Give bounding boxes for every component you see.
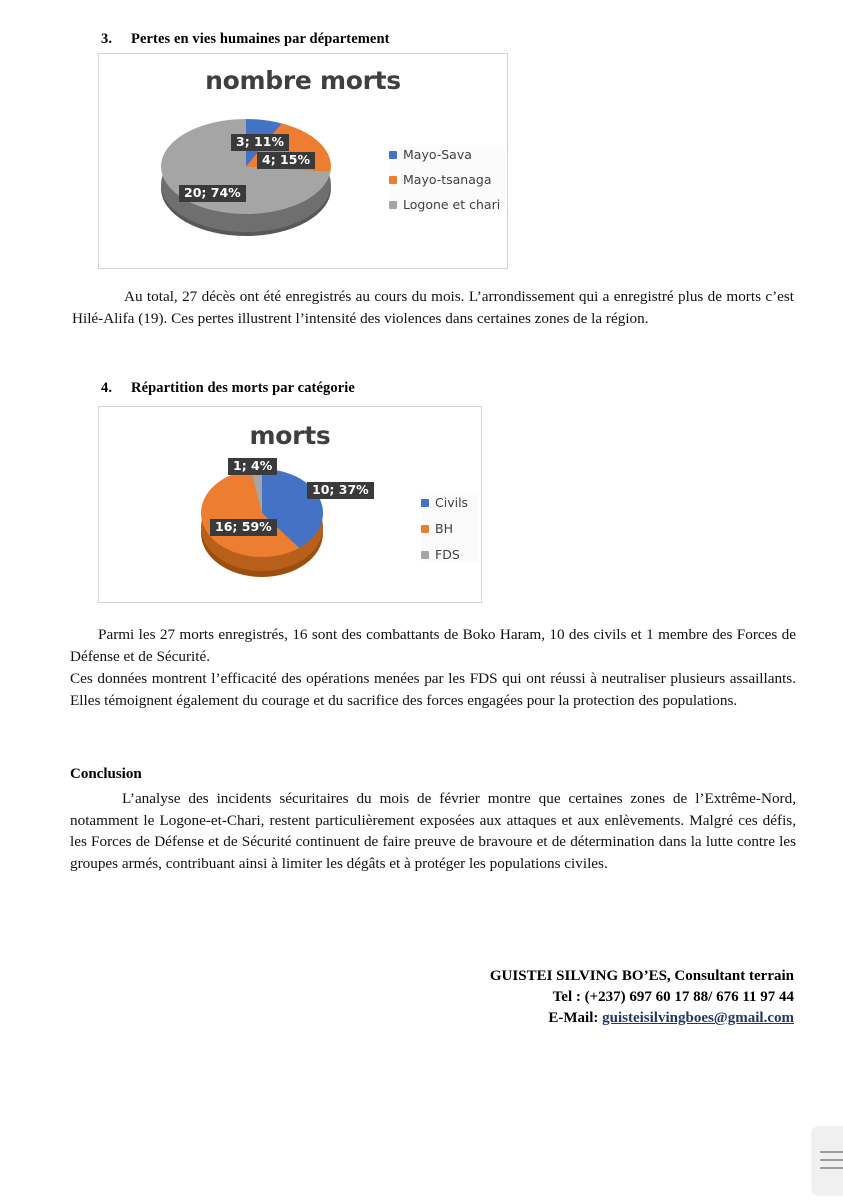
chart2-title: morts xyxy=(249,421,331,450)
chart2-legend-label-1: BH xyxy=(435,521,453,536)
paragraph-after-chart2-b-text: Ces données montrent l’efficacité des opérations menées par les FDS qui ont réussi à neutraliser plusieurs assaillants. Elles témoignent également du courage et du sacrifice des forces engagées pour la protection des populations. xyxy=(70,670,796,709)
list-menu-icon-bar xyxy=(820,1167,843,1169)
legend-swatch-icon xyxy=(389,151,397,159)
paragraph-after-chart1 xyxy=(72,286,794,329)
legend-swatch-icon xyxy=(389,176,397,184)
signature-name: GUISTEI SILVING BO’ES, Consultant terrain xyxy=(489,968,794,984)
chart1-legend-item-mayo-tsanaga[interactable] xyxy=(389,172,505,187)
chart-morts[interactable] xyxy=(98,406,482,603)
chart1-legend-label-1: Mayo-tsanaga xyxy=(403,172,492,187)
paragraph-after-chart2-b xyxy=(70,668,796,711)
signature-tel: Tel : (+237) 697 60 17 88/ 676 11 97 44 xyxy=(552,989,794,1005)
chart1-legend xyxy=(389,147,505,212)
legend-swatch-icon xyxy=(389,201,397,209)
chart2-pie-top xyxy=(201,469,323,557)
chart-nombre-morts[interactable] xyxy=(98,53,508,269)
conclusion-paragraph xyxy=(70,788,796,874)
section-number-4: 4. xyxy=(101,380,113,396)
paragraph-after-chart1-text: Au total, 27 décès ont été enregistrés au cours du mois. L’arrondissement qui a enregistré plus de morts c’est Hilé-Alifa (19). Ces pertes illustrent l’intensité des violences dans certaines zones de la région. xyxy=(72,288,794,327)
legend-swatch-icon xyxy=(421,525,429,533)
chart2-legend-item-fds[interactable] xyxy=(421,547,479,562)
chart2-legend-label-0: Civils xyxy=(435,495,469,510)
signature-email-label: E-Mail: xyxy=(548,1010,599,1026)
chart1-label-mayo-sava: 3; 11% xyxy=(231,134,289,151)
chart1-label-mayo-tsanaga: 4; 15% xyxy=(257,152,315,169)
chart2-label-fds: 1; 4% xyxy=(228,458,277,475)
floating-list-menu-button[interactable] xyxy=(812,1126,843,1194)
chart1-title: nombre morts xyxy=(205,66,401,95)
section-number-3: 3. xyxy=(101,31,113,47)
chart2-legend xyxy=(421,495,479,562)
paragraph-after-chart2-a xyxy=(70,624,796,667)
section-heading-3 xyxy=(101,31,390,48)
chart2-legend-label-2: FDS xyxy=(435,547,460,562)
chart1-legend-label-0: Mayo-Sava xyxy=(403,147,472,162)
list-menu-icon-bar xyxy=(820,1159,843,1161)
signature-block xyxy=(396,966,794,1029)
chart1-legend-label-2: Logone et chari xyxy=(403,197,501,212)
conclusion-heading: Conclusion xyxy=(70,766,142,782)
conclusion-paragraph-text: L’analyse des incidents sécuritaires du mois de février montre que certaines zones de l’Extrême-Nord, notamment le Logone-et-Chari, restent particulièrement exposées aux attaques et aux enlèvements. Malgré ces défis, les Forces de Défense et de Sécurité continuent de faire preuve de bravoure et de détermination dans la lutte contre les groupes armés, contribuant ainsi à limiter les dégâts et à protéger les populations civiles. xyxy=(70,790,796,872)
chart2-label-bh: 16; 59% xyxy=(210,519,277,536)
chart2-label-civils: 10; 37% xyxy=(307,482,374,499)
section-title-4: Répartition des morts par catégorie xyxy=(131,380,355,396)
paragraph-after-chart2-a-text: Parmi les 27 morts enregistrés, 16 sont des combattants de Boko Haram, 10 des civils et 1 membre des Forces de Défense et de Sécurité. xyxy=(70,626,796,665)
signature-email-line xyxy=(396,1008,794,1029)
chart1-label-logone: 20; 74% xyxy=(179,185,246,202)
list-menu-icon-bar xyxy=(820,1151,843,1153)
section-heading-4 xyxy=(101,380,355,397)
chart2-legend-item-bh[interactable] xyxy=(421,521,479,536)
signature-email-link[interactable]: guisteisilvingboes@gmail.com xyxy=(602,1010,794,1026)
legend-swatch-icon xyxy=(421,499,429,507)
chart2-legend-item-civils[interactable] xyxy=(421,495,479,510)
chart1-legend-item-mayo-sava[interactable] xyxy=(389,147,505,162)
section-title-3: Pertes en vies humaines par département xyxy=(131,31,390,47)
legend-swatch-icon xyxy=(421,551,429,559)
chart1-legend-item-logone[interactable] xyxy=(389,197,505,212)
